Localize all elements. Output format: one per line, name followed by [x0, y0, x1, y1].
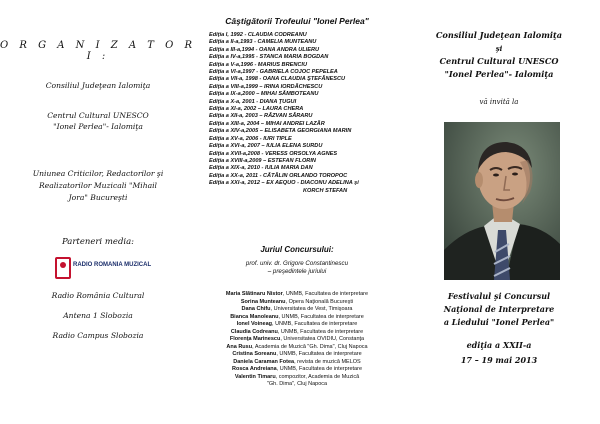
media-partner-1: Radio România Cultural — [51, 291, 145, 300]
jury-member: Sorina Munteanu, Opera Naţională Bucureşti — [240, 298, 354, 305]
jury-member: Ana Rusu, Academia de Muzică "Gh. Dima", Cluj Napoca — [226, 343, 368, 350]
jury-title: Juriul Concursului: — [260, 245, 334, 254]
president-name: prof. univ. dr. Grigore Constantinescu — [245, 260, 349, 267]
winners-title: Câştigătorii Trofeului "Ionel Perlea" — [225, 16, 369, 26]
jury-member: Rosca Andreiana, UNMB, Facultatea de interpretare — [231, 366, 363, 372]
winner-item: Ediţia a VII-a, 1998 - OANA CLAUDIA ŞTEFĂNESCU — [209, 76, 346, 83]
jury-president — [196, 260, 398, 276]
jury-member: Maria Slătinaru Nistor, UNMB, Facultatea de interpretare — [225, 291, 369, 297]
organizer-union-line2: Realizatorilor Muzicali "Mihail — [39, 181, 157, 190]
organizer-unesco-line1: Centrul Cultural UNESCO — [47, 111, 149, 120]
festival-dates: 17 – 19 mai 2013 — [460, 355, 538, 365]
jury-member: Claudia Codreanu, UNMB, Facultatea de interpretare — [230, 328, 364, 335]
radio-logo-text: RADIO ROMANIA MUZICAL — [73, 262, 152, 268]
winner-item: Ediţia a XVIII-a,2009 – ESTEFAN FLORIN — [209, 157, 316, 164]
winner-item: Ediţia a XXI-a, 2012 – EX AEQUO - DIACONU ADELINA şi — [209, 180, 359, 187]
invite-text: vă invită la — [479, 98, 519, 106]
winner-item: Ediţia a XVII-a,2008 - VERESS ORSOLYA AGNES — [209, 150, 338, 157]
organizers-title: O R G A N I Z A T O R I : — [0, 40, 196, 62]
winner-item: Ediţia a XIII-a, 2004 – MIHAI ANDREI LAZĂR — [209, 120, 325, 127]
winner-item: Ediţia a VI-a,1997 - GABRIELA COJOC PEPELEA — [209, 69, 338, 76]
portrait-image — [444, 122, 560, 280]
winner-item: Ediţia a V-a,1996 - MARIUS BRENCIU — [209, 61, 308, 68]
organizer-county-council: Consiliul Judeţean Ialomiţa — [45, 81, 151, 90]
host-unesco-line1: Centrul Cultural UNESCO — [439, 56, 559, 66]
jury-member: Florenţa Marinescu, Universitatea OVIDIU, Constanţa — [229, 336, 365, 342]
winner-item: Ediţia a VIII-a,1999 – IRINA IORDĂCHESCU — [209, 83, 323, 90]
organizer-union-line1: Uniunea Criticilor, Redactorilor şi — [32, 169, 164, 178]
festival-line2: Naţional de Interpretare — [443, 304, 555, 314]
winners-list — [209, 32, 395, 195]
host-unesco-line2: "Ionel Perlea"- Ialomiţa — [444, 69, 554, 79]
radio-romania-muzical-logo — [55, 257, 155, 279]
media-partner-2: Antena 1 Slobozia — [63, 311, 133, 320]
host-conjunction: şi — [495, 44, 503, 53]
winner-item: Ediţia a XVI-a, 2007 – IULIA ELENA SURDU — [209, 143, 323, 150]
radio-logo-icon — [55, 257, 71, 279]
winner-item: Ediţia a IV-a,1995 - STANCA MARIA BOGDAN — [209, 54, 329, 61]
organizer-union-line3: Jora" Bucureşti — [68, 193, 128, 202]
right-panel — [398, 0, 600, 424]
media-partners-title: Parteneri media: — [61, 237, 135, 247]
jury-member-continuation: "Gh. Dima", Cluj Napoca — [266, 381, 328, 387]
winner-item: Ediţia a IX-a,2000 – MIHAI SÂMBOTEANU — [209, 91, 319, 98]
winner-item: Ediţia a XIX-a, 2010 - IULIA MARIA DAN — [209, 165, 313, 172]
jury-member: Bianca Manoleanu, UNMB, Facultatea de interpretare — [230, 313, 364, 320]
organizer-unesco-line2: "Ionel Perlea"- Ialomiţa — [53, 122, 143, 131]
edition-label: ediţia a XXII-a — [466, 340, 532, 350]
jury-list — [196, 291, 398, 389]
jury-member: Ionel Voineag, UNMB, Facultatea de interpretare — [236, 321, 358, 327]
festival-line3: a Liedului "Ionel Perlea" — [443, 317, 555, 327]
winner-item: Ediţia a XII-a, 2003 – RĂZVAN SĂRARU — [209, 113, 313, 120]
festival-line1: Festivalul şi Concursul — [447, 291, 551, 301]
winner-item: Ediţia a X-a, 2001 - DIANA ŢUGUI — [209, 98, 297, 105]
winner-item: Ediţia a XIV-a,2005 – ELISABETA GEORGIANA MARIN — [209, 128, 352, 135]
winner-item: Ediţia a XV-a, 2006 - IURI TIPLE — [209, 135, 292, 142]
jury-member: Valentin Timaru, compozitor, Academia de Muzică — [234, 373, 360, 380]
jury-member: Cristina Soreanu, UNMB, Facultatea de interpretare — [232, 351, 362, 357]
middle-panel — [196, 0, 398, 424]
host-county-council: Consiliul Judeţean Ialomiţa — [435, 30, 563, 40]
winner-item-continuation: KORCH STEFAN — [303, 187, 348, 194]
winner-item: Ediţia a III-a,1994 - OANA ANDRA ULIERU — [209, 46, 320, 53]
ionel-perlea-portrait — [444, 122, 560, 280]
jury-member: Dana Chifu, Universitatea de Vest, Timişoara — [241, 306, 353, 312]
president-role: – preşedintele juriului — [267, 268, 327, 275]
winner-item: Ediţia I, 1992 - CLAUDIA CODREANU — [209, 32, 307, 38]
winner-item: Ediţia a II-a,1993 - CAMELIA MUNTEANU — [209, 39, 317, 46]
winner-item: Ediţia a XI-a, 2002 – LAURA CHERA — [209, 106, 304, 113]
jury-member: Daniela Caraman Fotea, revista de muzică MELOS — [233, 358, 361, 365]
media-partner-3: Radio Campus Slobozia — [52, 331, 144, 340]
winner-item: Ediţia a XX-a, 2011 - CĂTĂLIN ORLANDO TOROPOC — [209, 172, 348, 179]
left-panel — [0, 0, 196, 424]
